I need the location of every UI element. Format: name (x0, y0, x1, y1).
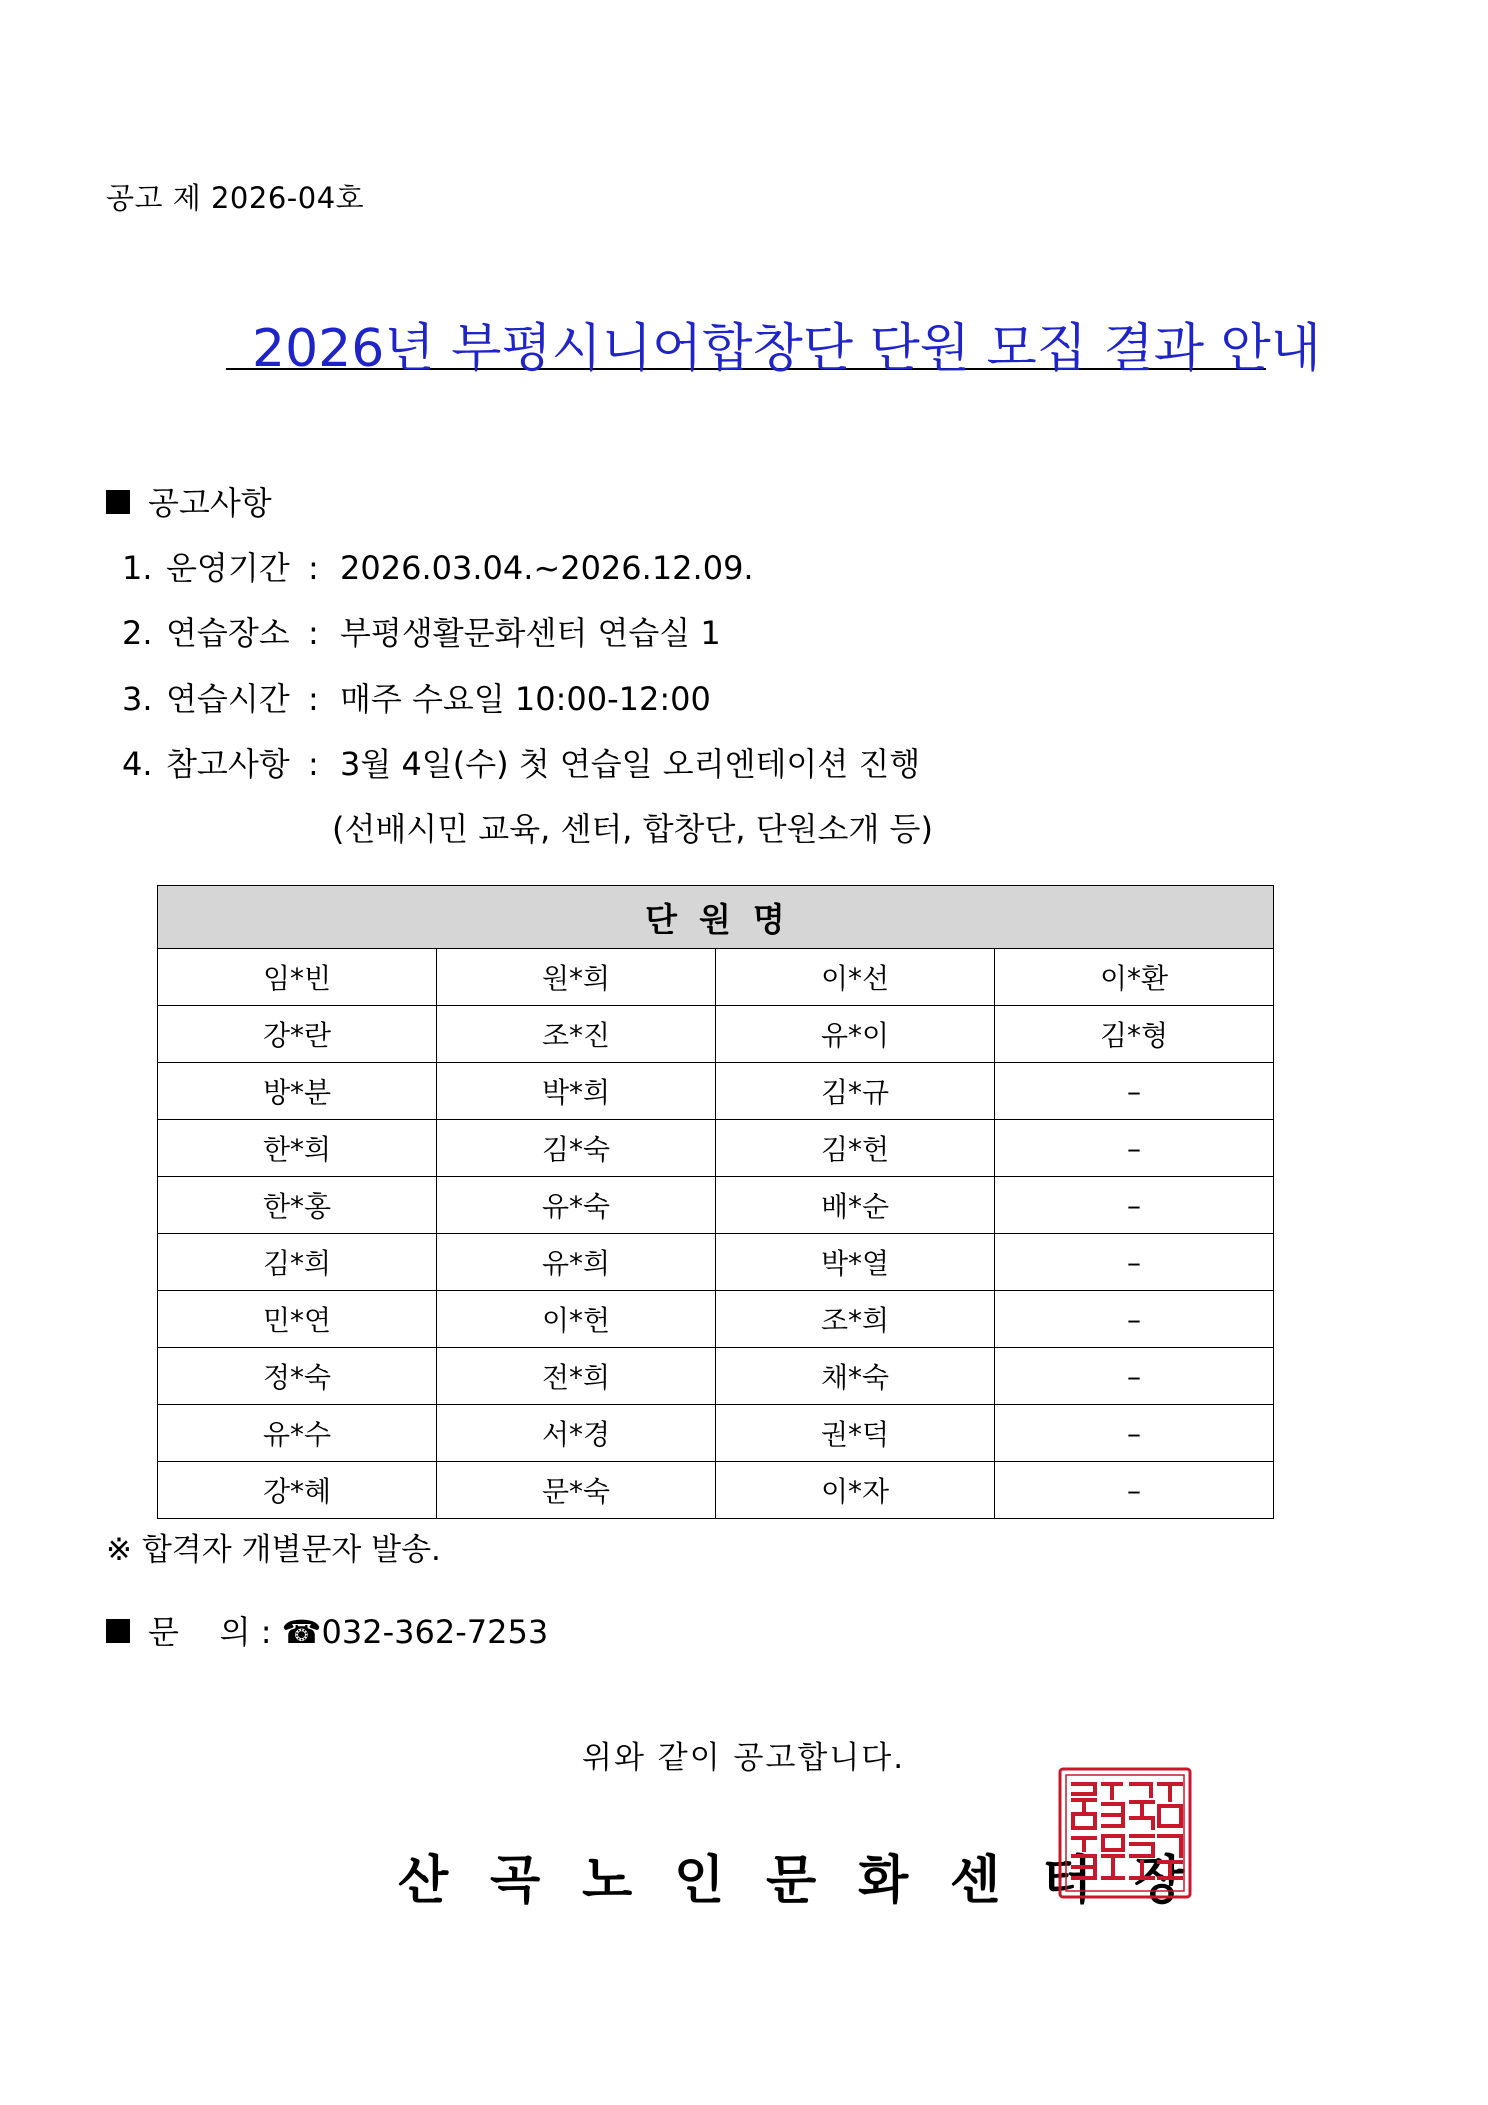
item-number: 3. (122, 680, 153, 718)
section-notice (106, 478, 272, 524)
members-table-body (158, 949, 1274, 1519)
item-colon: : (308, 614, 319, 652)
item-colon: : (308, 680, 319, 718)
member-cell: – (995, 1405, 1274, 1462)
table-row (158, 1405, 1274, 1462)
member-cell: 박*희 (437, 1063, 716, 1120)
member-cell: 조*진 (437, 1006, 716, 1063)
notice-item-note: (선배시민 교육, 센터, 합창단, 단원소개 등) (332, 810, 933, 848)
bullet-square-icon (106, 1619, 130, 1643)
item-label: 참고사항 (166, 745, 290, 783)
member-cell: 김*헌 (716, 1120, 995, 1177)
member-cell: 유*희 (437, 1234, 716, 1291)
member-cell: 이*선 (716, 949, 995, 1006)
item-label: 연습장소 (166, 614, 290, 652)
member-cell: 한*희 (158, 1120, 437, 1177)
table-row (158, 1120, 1274, 1177)
notice-number: 공고 제 2026-04호 (106, 181, 365, 215)
official-seal-icon (1057, 1766, 1193, 1900)
member-cell: 정*숙 (158, 1348, 437, 1405)
member-cell: 배*순 (716, 1177, 995, 1234)
member-cell: 채*숙 (716, 1348, 995, 1405)
section-notice-label: 공고사항 (148, 484, 272, 522)
table-header: 단원명 (158, 886, 1274, 949)
member-cell: – (995, 1291, 1274, 1348)
organization-char: 장 (1134, 1850, 1185, 1911)
item-number: 1. (122, 549, 153, 587)
item-value: 3월 4일(수) 첫 연습일 오리엔테이션 진행 (340, 745, 921, 783)
bullet-square-icon (106, 490, 130, 514)
member-cell: 강*란 (158, 1006, 437, 1063)
member-cell: 김*희 (158, 1234, 437, 1291)
organization-char: 인 (674, 1850, 725, 1911)
member-cell: 이*환 (995, 949, 1274, 1006)
member-cell: – (995, 1063, 1274, 1120)
member-cell: – (995, 1177, 1274, 1234)
member-cell: 김*숙 (437, 1120, 716, 1177)
notice-item-reference (122, 739, 920, 785)
organization-char: 곡 (490, 1850, 541, 1911)
item-label: 연습시간 (166, 680, 290, 718)
closing-text: 위와 같이 공고합니다. (582, 1740, 906, 1776)
item-label: 운영기간 (166, 549, 290, 587)
member-cell: 강*혜 (158, 1462, 437, 1519)
page-title-text: 2026년 부평시니어합창단 단원 모집 결과 안내 (252, 319, 1321, 379)
member-cell: – (995, 1462, 1274, 1519)
member-cell: 조*희 (716, 1291, 995, 1348)
item-colon: : (308, 549, 319, 587)
member-cell: – (995, 1348, 1274, 1405)
notice-item-period (122, 543, 754, 589)
member-cell: 민*연 (158, 1291, 437, 1348)
member-cell: 한*홍 (158, 1177, 437, 1234)
page-title (226, 308, 1321, 379)
member-cell: 유*이 (716, 1006, 995, 1063)
member-cell: 김*형 (995, 1006, 1274, 1063)
table-row (158, 1177, 1274, 1234)
notice-item-time (122, 674, 711, 720)
footnote: ※ 합격자 개별문자 발송. (106, 1532, 441, 1568)
member-cell: 전*희 (437, 1348, 716, 1405)
member-cell: – (995, 1234, 1274, 1291)
member-cell: – (995, 1120, 1274, 1177)
member-cell: 이*자 (716, 1462, 995, 1519)
notice-item-place (122, 608, 721, 654)
item-value: 부평생활문화센터 연습실 1 (340, 614, 721, 652)
contact-colon: : (250, 1613, 282, 1651)
table-row (158, 1462, 1274, 1519)
item-value: 2026.03.04.~2026.12.09. (340, 549, 754, 587)
member-cell: 이*헌 (437, 1291, 716, 1348)
table-row (158, 1234, 1274, 1291)
contact-label: 문 의 (148, 1613, 251, 1651)
contact-phone: ☎032-362-7253 (281, 1613, 549, 1651)
member-cell: 임*빈 (158, 949, 437, 1006)
member-cell: 김*규 (716, 1063, 995, 1120)
organization-char: 터 (1042, 1850, 1093, 1911)
item-number: 2. (122, 614, 153, 652)
table-row (158, 1063, 1274, 1120)
organization-char: 노 (582, 1850, 633, 1911)
table-row (158, 1348, 1274, 1405)
contact-line (106, 1607, 548, 1653)
member-cell: 유*수 (158, 1405, 437, 1462)
organization-char: 센 (950, 1850, 1001, 1911)
table-row (158, 1291, 1274, 1348)
item-number: 4. (122, 745, 153, 783)
organization-char: 산 (398, 1850, 449, 1911)
member-cell: 원*희 (437, 949, 716, 1006)
member-cell: 서*경 (437, 1405, 716, 1462)
table-row (158, 1006, 1274, 1063)
member-cell: 유*숙 (437, 1177, 716, 1234)
item-value: 매주 수요일 10:00-12:00 (340, 680, 711, 718)
organization-char: 화 (858, 1850, 909, 1911)
members-table (157, 885, 1274, 1519)
member-cell: 방*분 (158, 1063, 437, 1120)
member-cell: 문*숙 (437, 1462, 716, 1519)
item-colon: : (308, 745, 319, 783)
member-cell: 박*열 (716, 1234, 995, 1291)
organization-char: 문 (766, 1850, 817, 1911)
table-row (158, 949, 1274, 1006)
member-cell: 권*덕 (716, 1405, 995, 1462)
